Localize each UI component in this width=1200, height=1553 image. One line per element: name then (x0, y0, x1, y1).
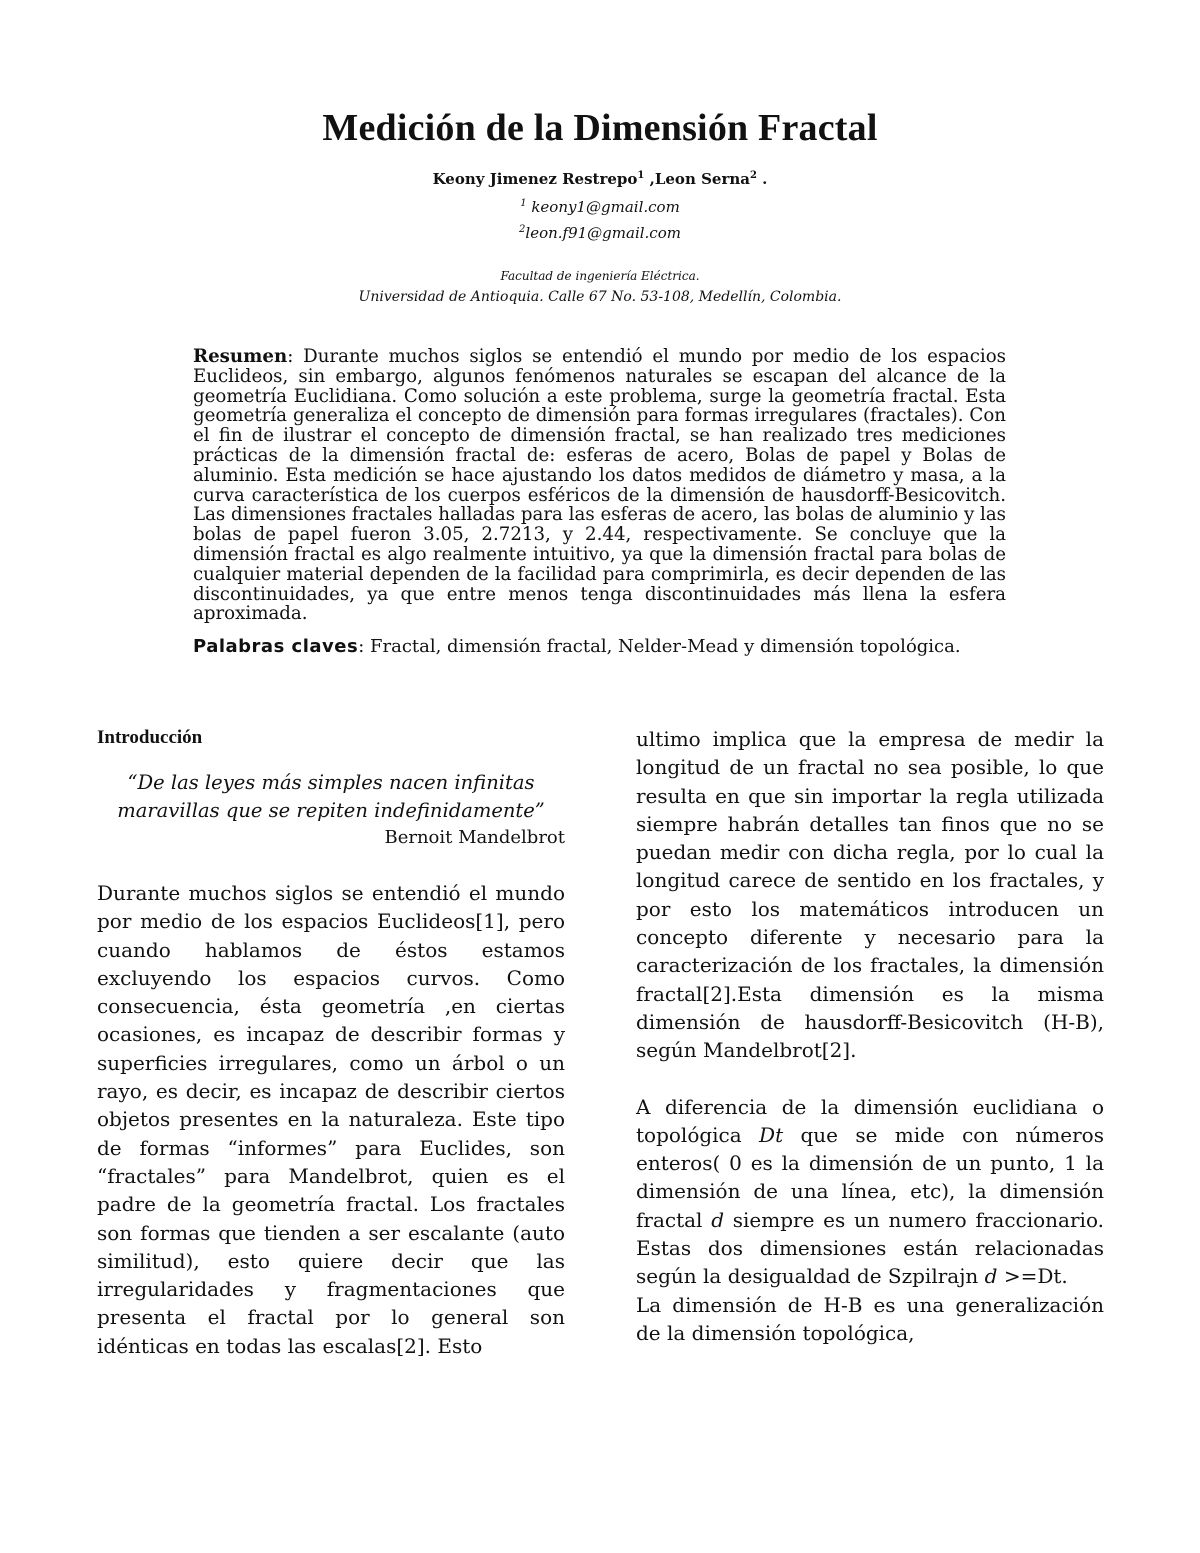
author-email (0, 198, 1200, 216)
paragraph-gap (636, 1065, 1104, 1093)
body-paragraph: La dimensión de H-B es una generalización de la dimensión topológica, (636, 1292, 1104, 1345)
abstract-label: Resumen (193, 346, 288, 367)
text-run: A diferencia de la dimensión euclidiana o topológica (636, 1094, 1104, 1147)
text-run: que se mide con números enteros( 0 es la dimensión de un punto, 1 la dimensión de una línea, etc), la dimensión fractal (636, 1122, 1104, 1232)
affiliation-university: Universidad de Antioquia. Calle 67 No. 53-108, Medellín, Colombia. (358, 289, 842, 305)
affiliation-mark: 2 (749, 170, 757, 181)
symbol-dt: Dt (759, 1122, 784, 1147)
section-heading: Introducción (97, 727, 203, 748)
text-run: siempre es un numero fraccionario. Estas dos dimensiones están relacionadas según la desigualdad de Szpilrajn (636, 1207, 1104, 1289)
right-column (636, 725, 1104, 1347)
affiliation-mark: 1 (520, 198, 527, 209)
affiliation-faculty: Facultad de ingeniería Eléctrica. (500, 269, 700, 283)
epigraph-quote: “De las leyes más simples nacen infinitas maravillas que se repiten indefinidamente” (117, 771, 545, 822)
paper-title: Medición de la Dimensión Fractal (322, 107, 878, 149)
author-name: Leon Serna (654, 170, 750, 188)
body-paragraph: Durante muchos siglos se entendió el mundo por medio de los espacios Euclideos[1], pero cuando hablamos de éstos estamos excluyendo los espacios curvos. Como consecuencia, ésta geometría ,en ciertas ocasiones, es incapaz de describir formas y superficies irregulares, como un árbol o un rayo, es decir, es incapaz de describir ciertos objetos presentes en la naturaleza. Este tipo de formas “informes” para Euclides, son “fractales” para Mandelbrot, quien es el padre de la geometría fractal. Los fractales son formas que tienden a ser escalante (auto similitud), esto quiere decir que las irregularidades y fragmentaciones que presenta el fractal por lo general son idénticas en todas las escalas[2]. Esto (97, 881, 565, 1358)
body-paragraph (636, 1093, 1104, 1291)
author-name: Keony Jimenez Restrepo (432, 170, 638, 188)
email-address: keony1@gmail.com (526, 198, 680, 216)
author-line (0, 170, 1200, 188)
author-end: . (756, 170, 768, 188)
email-address: leon.f91@gmail.com (525, 224, 681, 242)
abstract (193, 347, 1006, 624)
keywords-label: Palabras claves (193, 636, 359, 657)
abstract-text: : Durante muchos siglos se entendió el mundo por medio de los espacios Euclideos, sin embargo, algunos fenómenos naturales se escapan del alcance de la geometría Euclidiana. Como solución a este problema, surge la geometría fractal. Esta geometría generaliza el concepto de dimensión para formas irregulares (fractales). Con el fin de ilustrar el concepto de dimensión fractal, se han realizado tres mediciones prácticas de la dimensión fractal de: esferas de acero, Bolas de papel y Bolas de aluminio. Esta medición se hace ajustando los datos medidos de diámetro y masa, a la curva característica de los cuerpos esféricos de la dimensión de hausdorff-Besicovitch. Las dimensiones fractales halladas para las esferas de acero, las bolas de aluminio y las bolas de papel fueron 3.05, 2.7213, y 2.44, respectivamente. Se concluye que la dimensión fractal es algo realmente intuitivo, ya que la dimensión fractal para bolas de cualquier material dependen de la facilidad para comprimirla, es decir dependen de las discontinuidades, ya que entre menos tenga discontinuidades más llena la esfera aproximada. (193, 346, 1006, 625)
keywords (193, 636, 1063, 658)
author-separator: , (644, 170, 655, 188)
epigraph-author: Bernoit Mandelbrot (384, 827, 565, 848)
inequality: >=Dt. (997, 1264, 1068, 1289)
author-email (0, 224, 1200, 242)
symbol-d: d (711, 1207, 725, 1232)
body-paragraph: ultimo implica que la empresa de medir la longitud de un fractal no sea posible, lo que resulta en que sin importar la regla utilizada siempre habrán detalles tan finos que no se puedan medir con dicha regla, por lo cual la longitud carece de sentido en los fractales, y por esto los matemáticos introducen un concepto diferente y necesario para la caracterización de los fractales, la dimensión fractal[2].Esta dimensión es la misma dimensión de hausdorff-Besicovitch (H-B), según Mandelbrot[2]. (636, 727, 1104, 1063)
left-column (97, 725, 565, 1360)
keywords-text: : Fractal, dimensión fractal, Nelder-Mead y dimensión topológica. (358, 636, 961, 657)
affiliation-mark: 1 (637, 170, 645, 181)
affiliation-mark: 2 (519, 224, 526, 235)
symbol-d: d (984, 1264, 998, 1289)
